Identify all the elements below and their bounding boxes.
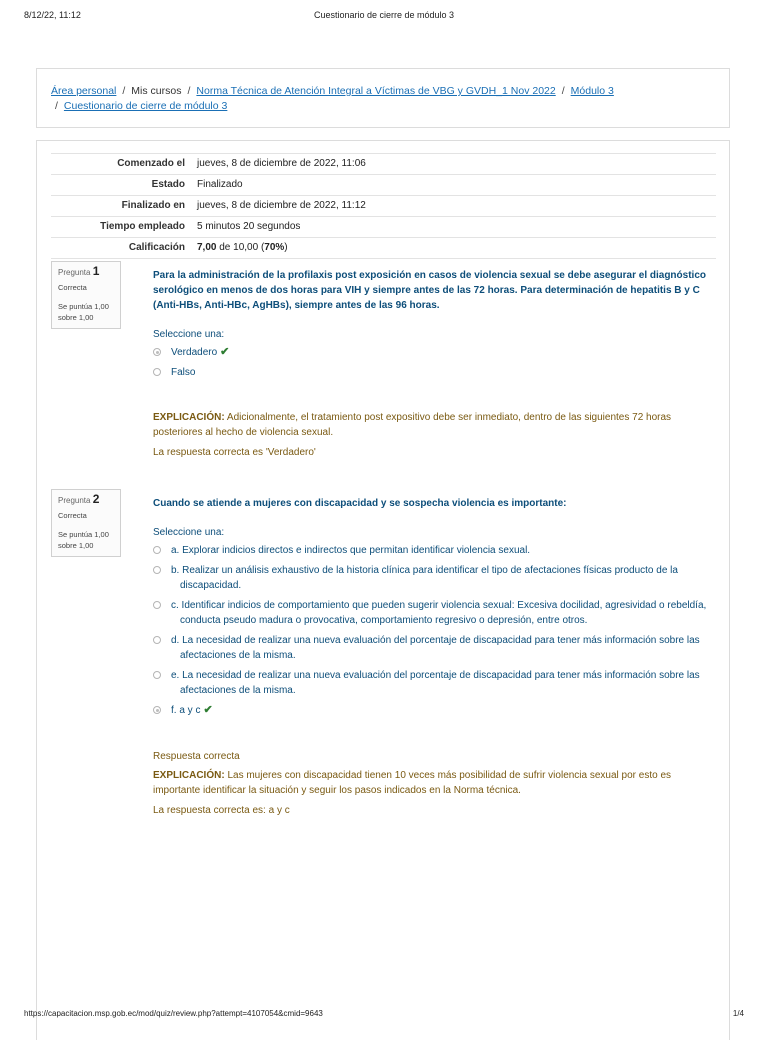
explanation-label: EXPLICACIÓN: — [153, 412, 225, 423]
breadcrumb-mycourses: Mis cursos — [131, 85, 182, 97]
question-number: 2 — [92, 492, 100, 506]
feedback-explanation-2 — [153, 768, 713, 798]
explanation-text: Las mujeres con discapacidad tienen 10 veces más posibilidad de sufrir violencia sexual por esto es importante identificar la situación y seguir los pasos indicados en la Norma técnica. — [153, 770, 672, 796]
question-score: Se puntúa 1,00 sobre 1,00 — [58, 530, 109, 550]
question-label: Pregunta — [58, 268, 91, 277]
correct-answer-1: La respuesta correcta es 'Verdadero' — [153, 447, 316, 458]
option-label: f. a y c — [171, 705, 201, 716]
answer-option-e[interactable] — [153, 668, 713, 698]
question-info-2 — [51, 489, 121, 557]
select-one-prompt: Seleccione una: — [153, 527, 225, 538]
summary-row — [51, 238, 716, 259]
radio-icon[interactable] — [153, 636, 161, 644]
grade-max: de 10,00 ( — [216, 242, 265, 253]
question-info-1 — [51, 261, 121, 329]
explanation-text: Adicionalmente, el tratamiento post expositivo debe ser inmediato, dentro de las siguientes 72 horas posteriores al hecho de violencia sexual. — [153, 412, 672, 438]
summary-value: jueves, 8 de diciembre de 2022, 11:06 — [191, 154, 716, 175]
print-page-number: 1/4 — [732, 1009, 744, 1018]
summary-row — [51, 217, 716, 238]
radio-icon[interactable] — [153, 546, 161, 554]
summary-value — [191, 238, 716, 259]
radio-icon[interactable] — [153, 671, 161, 679]
answer-option-f[interactable] — [153, 703, 713, 718]
summary-value: 5 minutos 20 segundos — [191, 217, 716, 238]
summary-label: Estado — [51, 175, 191, 196]
option-label: a. Explorar indicios directos e indirectos que permitan identificar violencia sexual. — [171, 545, 531, 556]
radio-icon[interactable] — [153, 566, 161, 574]
answer-option-true[interactable] — [153, 345, 713, 360]
option-label: e. La necesidad de realizar una nueva evaluación del porcentaje de discapacidad para tener más información sobre las afectaciones de la misma. — [171, 670, 700, 696]
radio-icon[interactable] — [153, 706, 161, 714]
attempt-summary-table — [51, 153, 716, 259]
question-text-1: Para la administración de la profilaxis post exposición en casos de violencia sexual se debe asegurar el diagnóstico serológico en menos de dos horas para VIH y siempre antes de las 72 horas. Para determinación de hepatitis B y C (Anti-HBs, Anti-HBc, AgHBs), siempre antes de las 96 horas. — [153, 270, 706, 311]
explanation-label: EXPLICACIÓN: — [153, 770, 225, 781]
print-title: Cuestionario de cierre de módulo 3 — [313, 10, 455, 20]
question-status: Correcta — [58, 511, 87, 520]
answer-option-a[interactable] — [153, 543, 713, 558]
summary-row — [51, 175, 716, 196]
breadcrumb-separator: / — [561, 85, 565, 97]
grade-value: 7,00 — [197, 242, 217, 253]
feedback-explanation-1 — [153, 410, 713, 440]
option-label: d. La necesidad de realizar una nueva evaluación del porcentaje de discapacidad para tener más información sobre las afectaciones de la misma. — [171, 635, 700, 661]
radio-icon[interactable] — [153, 368, 161, 376]
option-label: c. Identificar indicios de comportamiento que pueden sugerir violencia sexual: Excesiva docilidad, agresividad o rebeldía, conducta pseudo madura o provocativa, comportamiento regresivo o depresión, entre otros. — [171, 600, 707, 626]
radio-icon[interactable] — [153, 601, 161, 609]
grade-close: ) — [284, 242, 288, 253]
breadcrumb-separator: / — [187, 85, 191, 97]
question-text-2: Cuando se atiende a mujeres con discapacidad y se sospecha violencia es importante: — [153, 498, 567, 509]
summary-label: Calificación — [51, 238, 191, 259]
breadcrumb-module-link[interactable]: Módulo 3 — [570, 85, 614, 97]
summary-value: jueves, 8 de diciembre de 2022, 11:12 — [191, 196, 716, 217]
answer-option-false[interactable] — [153, 365, 713, 380]
breadcrumb-separator: / — [122, 85, 126, 97]
summary-row — [51, 196, 716, 217]
breadcrumb-home-link[interactable]: Área personal — [51, 85, 117, 97]
answer-option-c[interactable] — [153, 598, 713, 628]
check-icon: ✔ — [203, 704, 213, 716]
summary-row — [51, 154, 716, 175]
radio-icon[interactable] — [153, 348, 161, 356]
quiz-review-panel — [36, 140, 730, 1040]
option-label: Verdadero — [171, 347, 218, 358]
summary-value: Finalizado — [191, 175, 716, 196]
print-date: 8/12/22, 11:12 — [24, 10, 81, 20]
breadcrumb-separator: / — [55, 100, 58, 112]
result-message-2: Respuesta correcta — [153, 751, 240, 762]
question-status: Correcta — [58, 283, 87, 292]
print-url: https://capacitacion.msp.gob.ec/mod/quiz/review.php?attempt=4107054&cmid=9643 — [24, 1009, 323, 1018]
breadcrumb — [36, 68, 730, 128]
breadcrumb-course-link[interactable]: Norma Técnica de Atención Integral a Víctimas de VBG y GVDH_1 Nov 2022 — [196, 85, 556, 97]
grade-percent: 70% — [264, 242, 285, 253]
summary-label: Tiempo empleado — [51, 217, 191, 238]
correct-answer-2: La respuesta correcta es: a y c — [153, 805, 290, 816]
check-icon: ✔ — [220, 346, 230, 358]
option-label: Falso — [171, 367, 196, 378]
answer-option-b[interactable] — [153, 563, 713, 593]
summary-label: Comenzado el — [51, 154, 191, 175]
question-number: 1 — [92, 264, 100, 278]
question-score: Se puntúa 1,00 sobre 1,00 — [58, 302, 109, 322]
answer-option-d[interactable] — [153, 633, 713, 663]
select-one-prompt: Seleccione una: — [153, 329, 225, 340]
question-label: Pregunta — [58, 496, 91, 505]
breadcrumb-quiz-link[interactable]: Cuestionario de cierre de módulo 3 — [63, 100, 228, 112]
summary-label: Finalizado en — [51, 196, 191, 217]
option-label: b. Realizar un análisis exhaustivo de la historia clínica para identificar el tipo de afectaciones físicas producto de la discapacidad. — [171, 565, 678, 591]
